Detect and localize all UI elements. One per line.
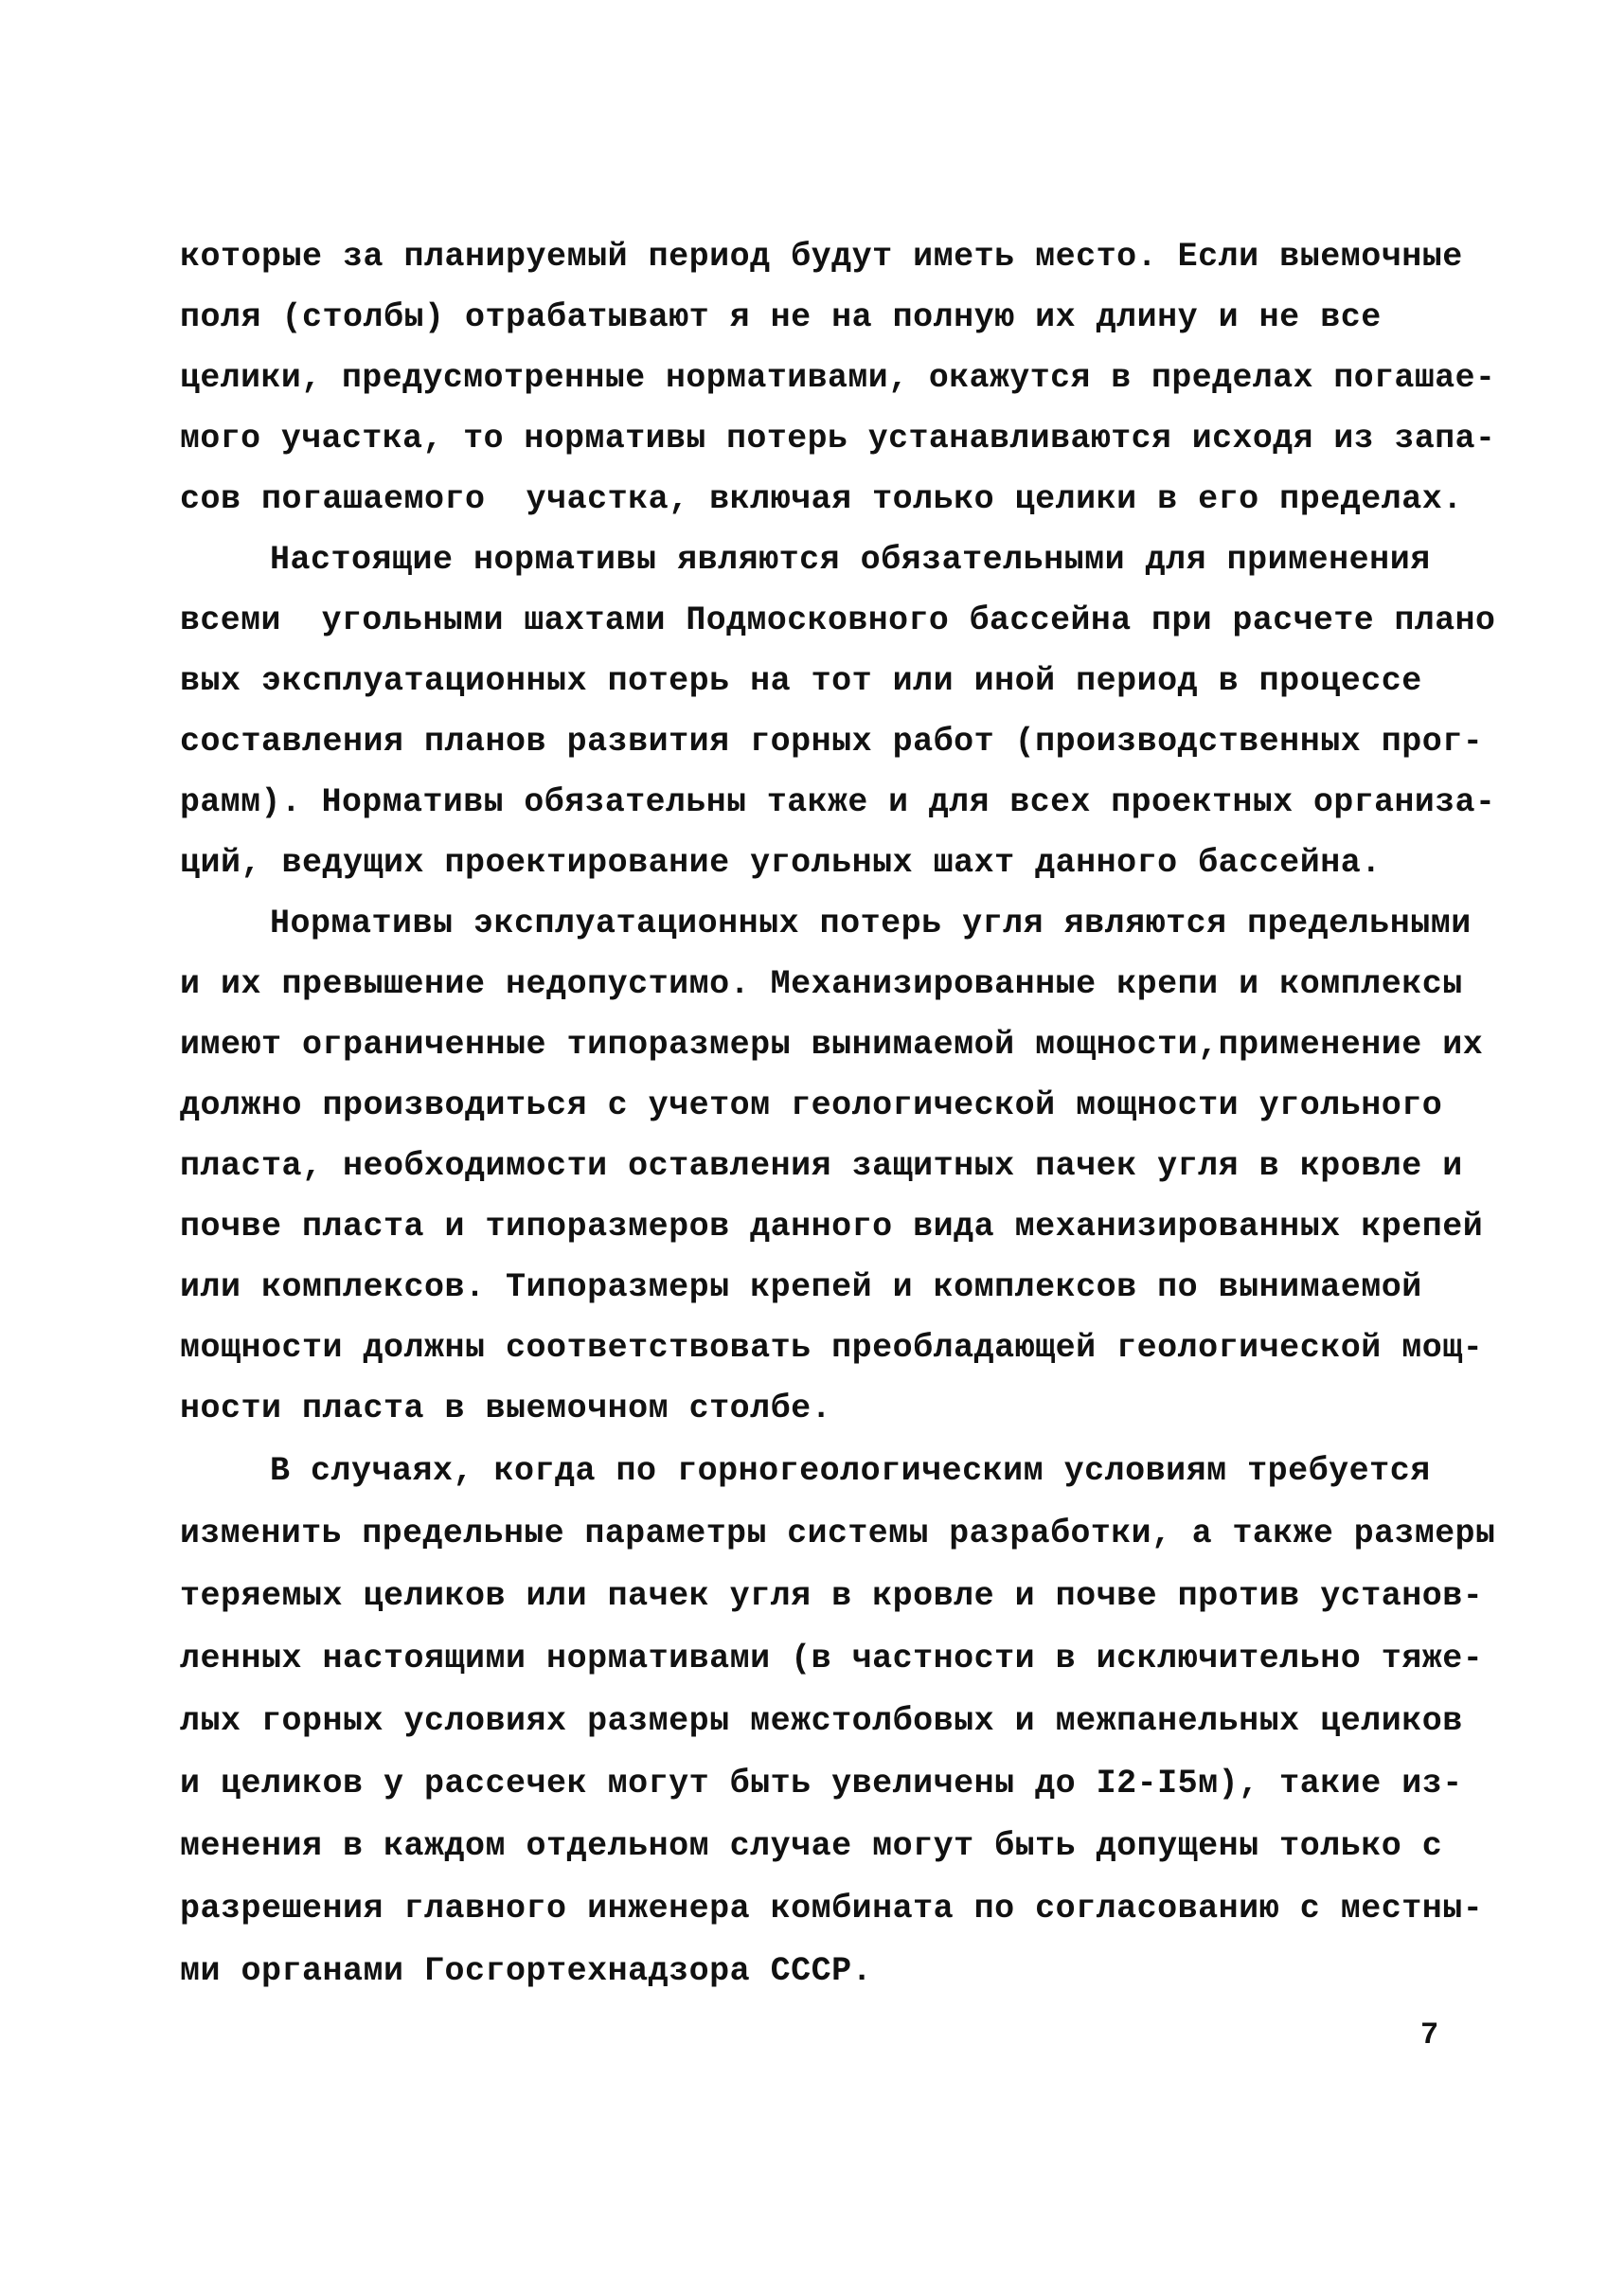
text-line: ленных настоящими нормативами (в частности в исключительно тяже- bbox=[180, 1640, 1484, 1677]
text-line: лых горных условиях размеры межстолбовых и межпанельных целиков bbox=[180, 1702, 1463, 1740]
text-line: должно производиться с учетом геологической мощности угольного bbox=[180, 1086, 1443, 1124]
text-line: имеют ограниченные типоразмеры вынимаемой мощности,применение их bbox=[180, 1026, 1484, 1064]
text-line: ности пласта в выемочном столбе. bbox=[180, 1390, 832, 1427]
text-line: мощности должны соответствовать преобладающей геологической мощ- bbox=[180, 1329, 1484, 1367]
text-line: менения в каждом отдельном случае могут быть допущены только с bbox=[180, 1827, 1443, 1865]
text-line: мого участка, то нормативы потерь устанавливаются исходя из запа- bbox=[180, 420, 1496, 457]
text-line: и их превышение недопустимо. Механизированные крепи и комплексы bbox=[180, 965, 1463, 1003]
paragraph-start: В случаях, когда по горногеологическим условиям требуется bbox=[270, 1452, 1431, 1490]
paragraph-start: Нормативы эксплуатационных потерь угля являются предельными bbox=[270, 905, 1472, 942]
text-line: рамм). Нормативы обязательны также и для всех проектных организа- bbox=[180, 783, 1496, 821]
text-line: теряемых целиков или пачек угля в кровле и почве против установ- bbox=[180, 1577, 1484, 1615]
text-line: которые за планируемый период будут иметь место. Если выемочные bbox=[180, 238, 1463, 276]
text-line: разрешения главного инженера комбината по согласованию с местны- bbox=[180, 1890, 1484, 1927]
text-line: целики, предусмотренные нормативами, окажутся в пределах погашае- bbox=[180, 359, 1496, 397]
text-line: всеми угольными шахтами Подмосковного бассейна при расчете плано bbox=[180, 601, 1496, 639]
text-line: поля (столбы) отрабатывают я не на полную их длину и не все bbox=[180, 298, 1382, 336]
text-line: пласта, необходимости оставления защитных пачек угля в кровле и bbox=[180, 1147, 1463, 1185]
text-line: и целиков у рассечек могут быть увеличены до I2-I5м), такие из- bbox=[180, 1765, 1463, 1802]
text-line: почве пласта и типоразмеров данного вида механизированных крепей bbox=[180, 1208, 1484, 1246]
text-line: ций, ведущих проектирование угольных шахт данного бассейна. bbox=[180, 844, 1382, 882]
paragraph-start: Настоящие нормативы являются обязательными для применения bbox=[270, 541, 1431, 579]
text-line: сов погашаемого участка, включая только целики в его пределах. bbox=[180, 480, 1463, 518]
text-line: вых эксплуатационных потерь на тот или иной период в процессе bbox=[180, 662, 1422, 700]
text-line: или комплексов. Типоразмеры крепей и комплексов по вынимаемой bbox=[180, 1268, 1422, 1306]
page-number: 7 bbox=[1420, 2017, 1439, 2053]
text-line: изменить предельные параметры системы разработки, а также размеры bbox=[180, 1515, 1496, 1552]
text-line: составления планов развития горных работ (производственных прог- bbox=[180, 723, 1484, 761]
text-line: ми органами Госгортехнадзора СССР. bbox=[180, 1952, 873, 1990]
